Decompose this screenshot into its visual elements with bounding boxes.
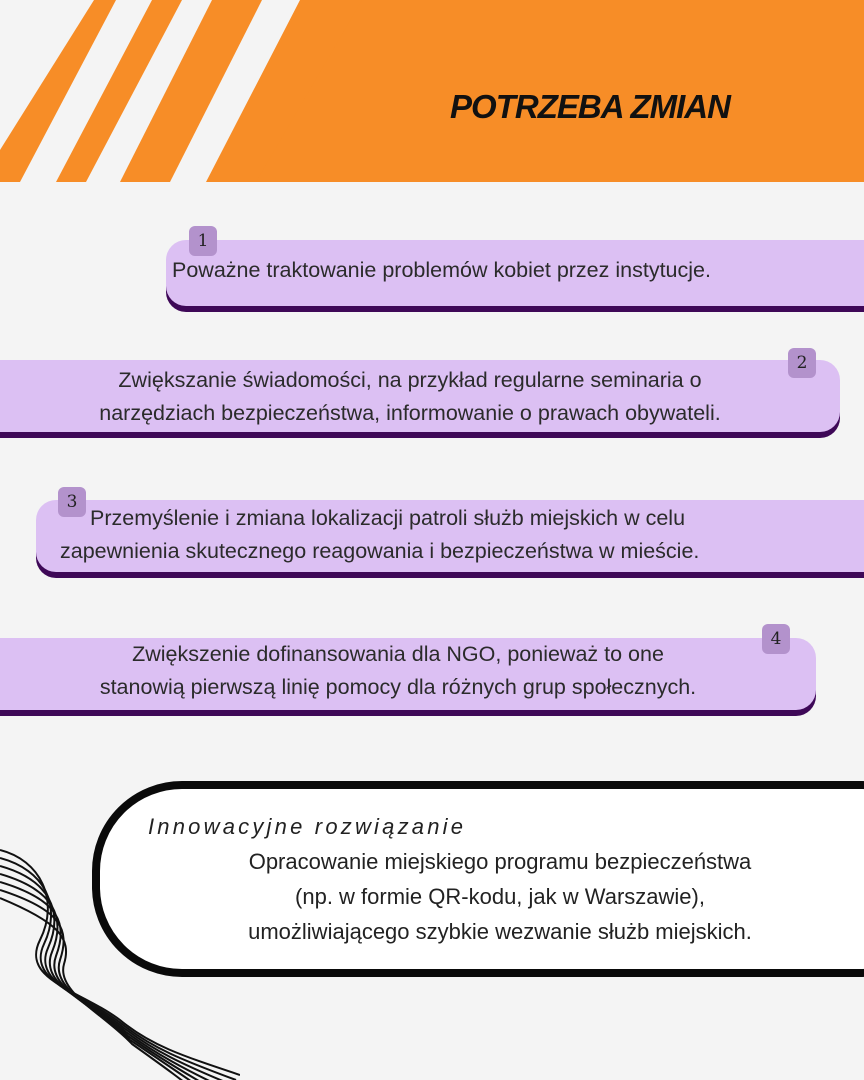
innovation-line: umożliwiającego szybkie wezwanie służb miejskich. [248, 919, 752, 944]
item-text: zapewnienia skutecznego reagowania i bezpieczeństwa w mieście. [60, 539, 700, 563]
list-item [0, 638, 816, 710]
list-item [36, 500, 864, 572]
wave-lines-decoration [0, 840, 240, 1080]
item-number-badge: 1 [189, 226, 217, 256]
item-number-badge: 2 [788, 348, 816, 378]
innovation-line: (np. w formie QR-kodu, jak w Warszawie), [295, 884, 705, 909]
list-item [166, 240, 864, 306]
item-text: stanowią pierwszą linię pomocy dla różnych grup społecznych. [99, 675, 697, 699]
list-item [0, 360, 840, 432]
item-text: narzędziach bezpieczeństwa, informowanie o prawach obywateli. [99, 401, 721, 425]
item-text: Poważne traktowanie problemów kobiet przez instytucje. [172, 258, 711, 282]
page-title: POTRZEBA ZMIAN [450, 88, 730, 125]
item-text: Zwiększenie dofinansowania dla NGO, ponieważ to one [132, 642, 664, 666]
item-number-badge: 4 [762, 624, 790, 654]
innovation-body [130, 844, 864, 949]
innovation-line: Opracowanie miejskiego programu bezpieczeństwa [248, 849, 752, 874]
item-text: Przemyślenie i zmiana lokalizacji patroli służb miejskich w celu [90, 506, 686, 530]
innovation-title: Innowacyjne rozwiązanie [148, 814, 467, 839]
item-text: Zwiększanie świadomości, na przykład regularne seminaria o [118, 368, 702, 392]
item-number-badge: 3 [58, 487, 86, 517]
